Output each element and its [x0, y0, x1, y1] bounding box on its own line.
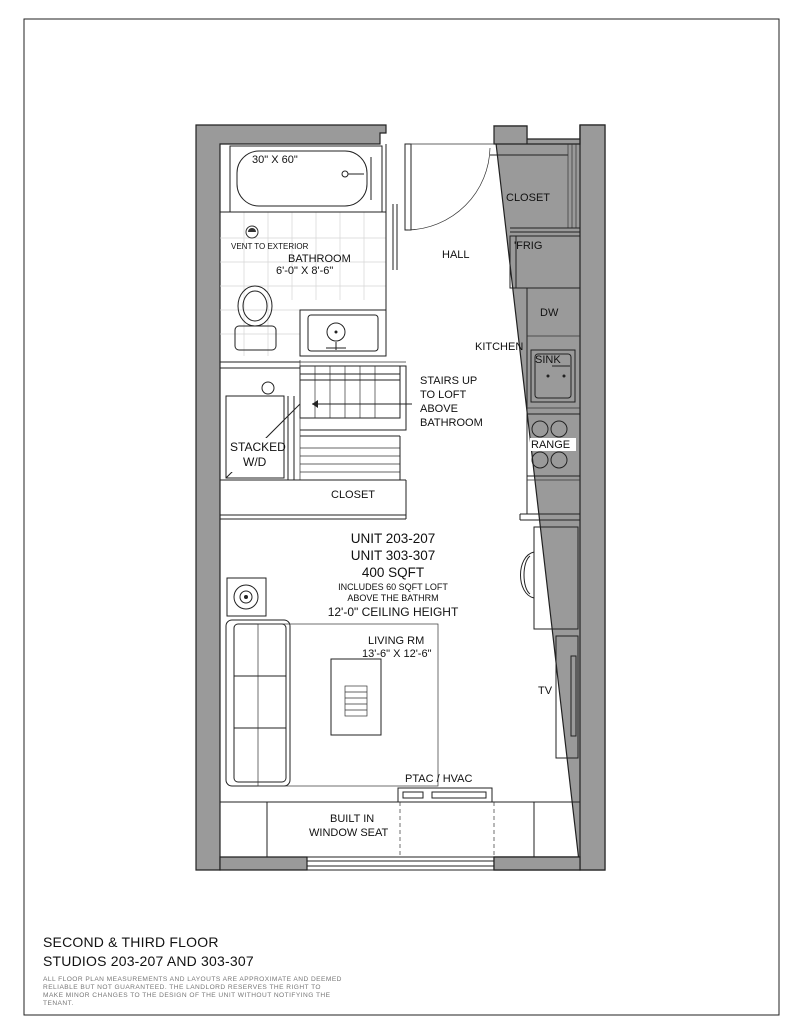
coffee-table — [331, 659, 381, 735]
stairs-label-1: STAIRS UP — [420, 375, 478, 387]
closet-mid-label: CLOSET — [331, 489, 376, 501]
living-room-name: LIVING RM — [368, 635, 425, 647]
footer-title-line-2: STUDIOS 203-207 AND 303-307 — [43, 953, 254, 969]
ptac-label: PTAC / HVAC — [405, 773, 473, 785]
hall-label: HALL — [442, 249, 470, 261]
tub-size-label: 30" X 60" — [252, 154, 298, 166]
stairs-label-3: ABOVE — [420, 403, 458, 415]
fridge-label: 'FRIG — [514, 240, 543, 252]
stairs-label-4: BATHROOM — [420, 417, 483, 429]
living-room-dims: 13'-6" X 12'-6" — [362, 648, 432, 660]
unit-info — [328, 531, 459, 619]
bathroom-tiles — [220, 212, 386, 356]
stairs-label-2: TO LOFT — [420, 389, 467, 401]
unit-line-6: 12'-0" CEILING HEIGHT — [327, 605, 459, 619]
unit-line-1: UNIT 203-207 — [350, 531, 436, 546]
bathroom-dims: 6'-0" X 8'-6" — [276, 265, 334, 277]
closet-top-label: CLOSET — [506, 192, 551, 204]
vent-label: VENT TO EXTERIOR — [231, 242, 309, 251]
laundry — [220, 362, 406, 519]
ptac-unit — [398, 788, 492, 802]
bottom-window — [307, 857, 494, 870]
unit-line-5: ABOVE THE BATHRM — [347, 593, 439, 603]
stacked-label-1: STACKED — [230, 440, 286, 454]
bathroom-name: BATHROOM — [288, 253, 351, 265]
kitchen-label: KITCHEN — [475, 341, 524, 353]
unit-line-3: 400 SQFT — [361, 565, 425, 580]
window-seat-label-1: BUILT IN — [330, 813, 375, 825]
tv-label: TV — [538, 685, 553, 697]
range-label: RANGE — [531, 439, 571, 451]
stairs — [300, 360, 483, 480]
unit-line-4: INCLUDES 60 SQFT LOFT — [338, 582, 448, 592]
vanity-sink — [300, 310, 386, 356]
window-seat-label-2: WINDOW SEAT — [309, 827, 389, 839]
disclaimer: ALL FLOOR PLAN MEASUREMENTS AND LAYOUTS ARE APPROXIMATE AND DEEMED RELIABLE BUT NOT GUARANTEED. THE LANDLORD RESERVES THE RIGHT TO MAKE MINOR CHANGES TO THE DESIGN OF THE UNIT WITHOUT NOTIFYING THE TENANT. — [43, 976, 342, 1007]
bathroom — [220, 144, 397, 356]
footer-title-line-1: SECOND & THIRD FLOOR — [43, 934, 219, 950]
toilet — [235, 286, 276, 350]
entry-door — [405, 144, 494, 230]
walls — [196, 125, 605, 870]
sink-label: SINK — [535, 354, 561, 366]
unit-line-2: UNIT 303-307 — [350, 548, 436, 563]
dishwasher-label: DW — [540, 307, 559, 319]
stacked-label-2: W/D — [243, 455, 267, 469]
